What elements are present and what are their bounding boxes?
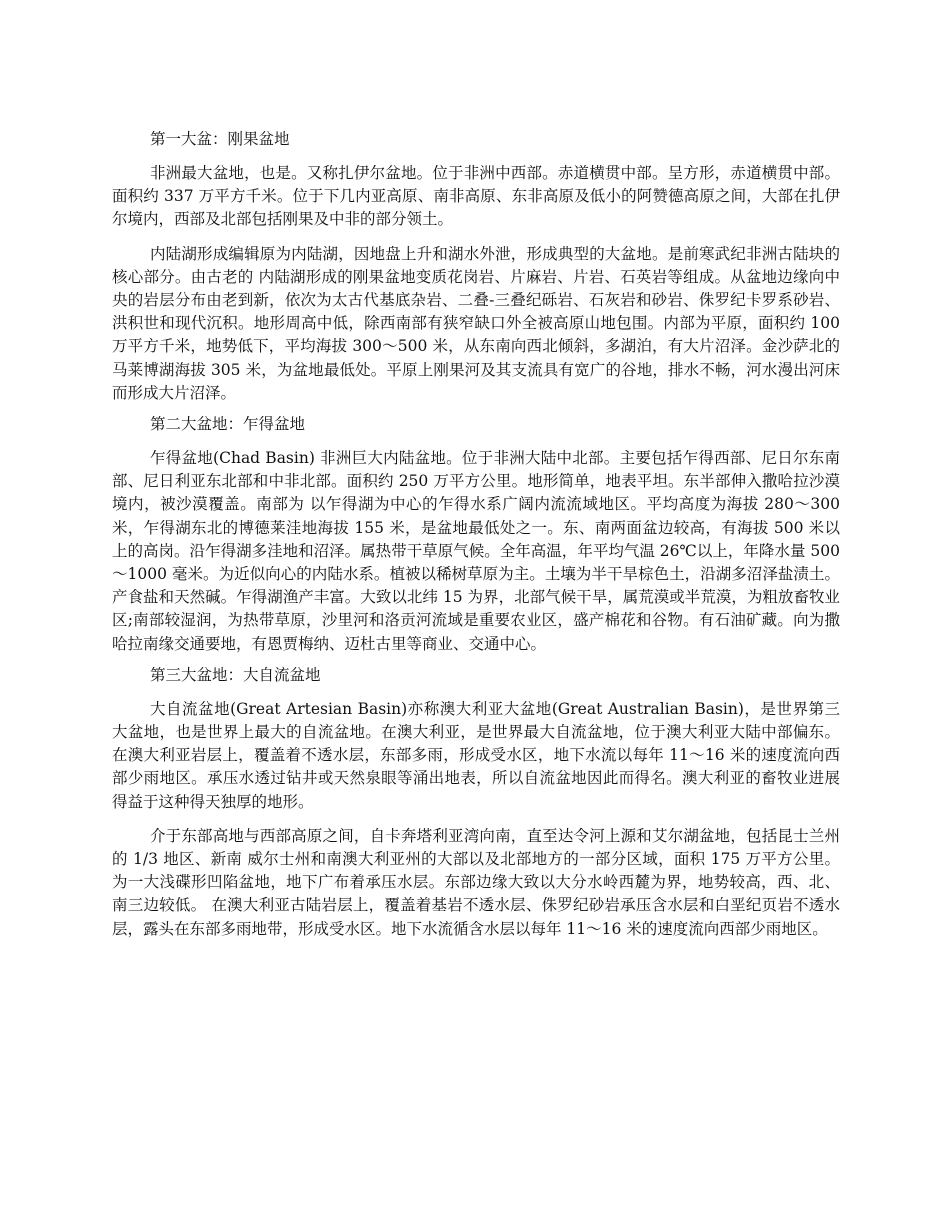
paragraph-artesian-geography: 介于东部高地与西部高原之间，自卡奔塔利亚湾向南，直至达令河上源和艾尔湖盆地，包括昆士兰州的 1/3 地区、新南 威尔士州和南澳大利亚州的大部以及北部地方的一部分区域，面积 175 万平方公里。为一大浅碟形凹陷盆地，地下广布着承压水层。东部边缘大致以大分水岭西麓为界，地势较高，西、北、南三边较低。 在澳大利亚古陆岩层上，覆盖着基岩不透水层、侏罗纪砂岩承压含水层和白垩纪页岩不透水层，露头在东部多雨地带，形成受水区。地下水流循含水层以每年 11～16 米的速度流向西部少雨地区。 xyxy=(112,826,840,938)
paragraph-artesian-overview: 大自流盆地(Great Artesian Basin)亦称澳大利亚大盆地(Great Australian Basin)，是世界第三大盆地，也是世界上最大的自流盆地。在澳大利亚，是世界最大自流盆地，位于澳大利亚大陆中部偏东。在澳大利亚岩层上，覆盖着不透水层，东部多雨，形成受水区，地下水流以每年 11～16 米的速度流向西部少雨地区。承压水透过钻井或天然泉眼等涌出地表，所以自流盆地因此而得名。澳大利亚的畜牧业进展得益于这种得天独厚的地形。 xyxy=(112,699,840,811)
section-heading-chad-basin: 第二大盆地：乍得盆地 xyxy=(150,415,306,434)
paragraph-chad-overview: 乍得盆地(Chad Basin) 非洲巨大内陆盆地。位于非洲大陆中北部。主要包括乍得西部、尼日尔东南部、尼日利亚东北部和中非北部。面积约 250 万平方公里。地形简单，地表平坦。东半部伸入撒哈拉沙漠境内，被沙漠覆盖。南部为 以乍得湖为中心的乍得水系广阔内流流域地区。平均高度为海拔 280～300 米，乍得湖东北的博德莱洼地海拔 155 米，是盆地最低处之一。东、南两面盆边较高，有海拔 500 米以上的高岗。沿乍得湖多洼地和沼泽。属热带干草原气候。全年高温，年平均气温 26℃以上，年降水量 500～1000 毫米。为近似向心的内陆水系。植被以稀树草原为主。土壤为半干旱棕色土，沿湖多沼泽盐渍土。产食盐和天然碱。乍得湖渔产丰富。大致以北纬 15 为界，北部气候干旱，属荒漠或半荒漠，为粗放畜牧业区;南部较湿润，为热带草原，沙里河和洛贡河流域是重要农业区，盛产棉花和谷物。有石油矿藏。向为撒哈拉南缘交通要地，有恩贾梅纳、迈杜古里等商业、交通中心。 xyxy=(112,449,840,653)
section-heading-great-artesian-basin: 第三大盆地：大自流盆地 xyxy=(150,665,321,684)
paragraph-congo-formation: 内陆湖形成编辑原为内陆湖，因地盘上升和湖水外泄，形成典型的大盆地。是前寒武纪非洲古陆块的核心部分。由古老的 内陆湖形成的刚果盆地变质花岗岩、片麻岩、片岩、石英岩等组成。从盆地边缘向中央的岩层分布由老到新，依次为太古代基底杂岩、二叠-三叠纪砾岩、石灰岩和砂岩、侏罗纪卡罗系砂岩、洪积世和现代沉积。地形周高中低，除西南部有狭窄缺口外全被高原山地包围。内部为平原，面积约 100 万平方千米，地势低下，平均海拔 300～500 米，从东南向西北倾斜，多湖泊，有大片沼泽。金沙萨北的马莱博湖海拔 305 米，为盆地最低处。平原上刚果河及其支流具有宽广的谷地，排水不畅，河水漫出河床而形成大片沼泽。 xyxy=(112,244,840,402)
document-page xyxy=(112,127,840,941)
paragraph-congo-overview: 非洲最大盆地，也是。又称扎伊尔盆地。位于非洲中西部。赤道横贯中部。呈方形，赤道横贯中部。面积约 337 万平方千米。位于下几内亚高原、南非高原、东非高原及低小的阿赞德高原之间，大部在扎伊尔境内，西部及北部包括刚果及中非的部分领土。 xyxy=(112,164,840,229)
section-heading-congo-basin: 第一大盆：刚果盆地 xyxy=(150,130,290,148)
